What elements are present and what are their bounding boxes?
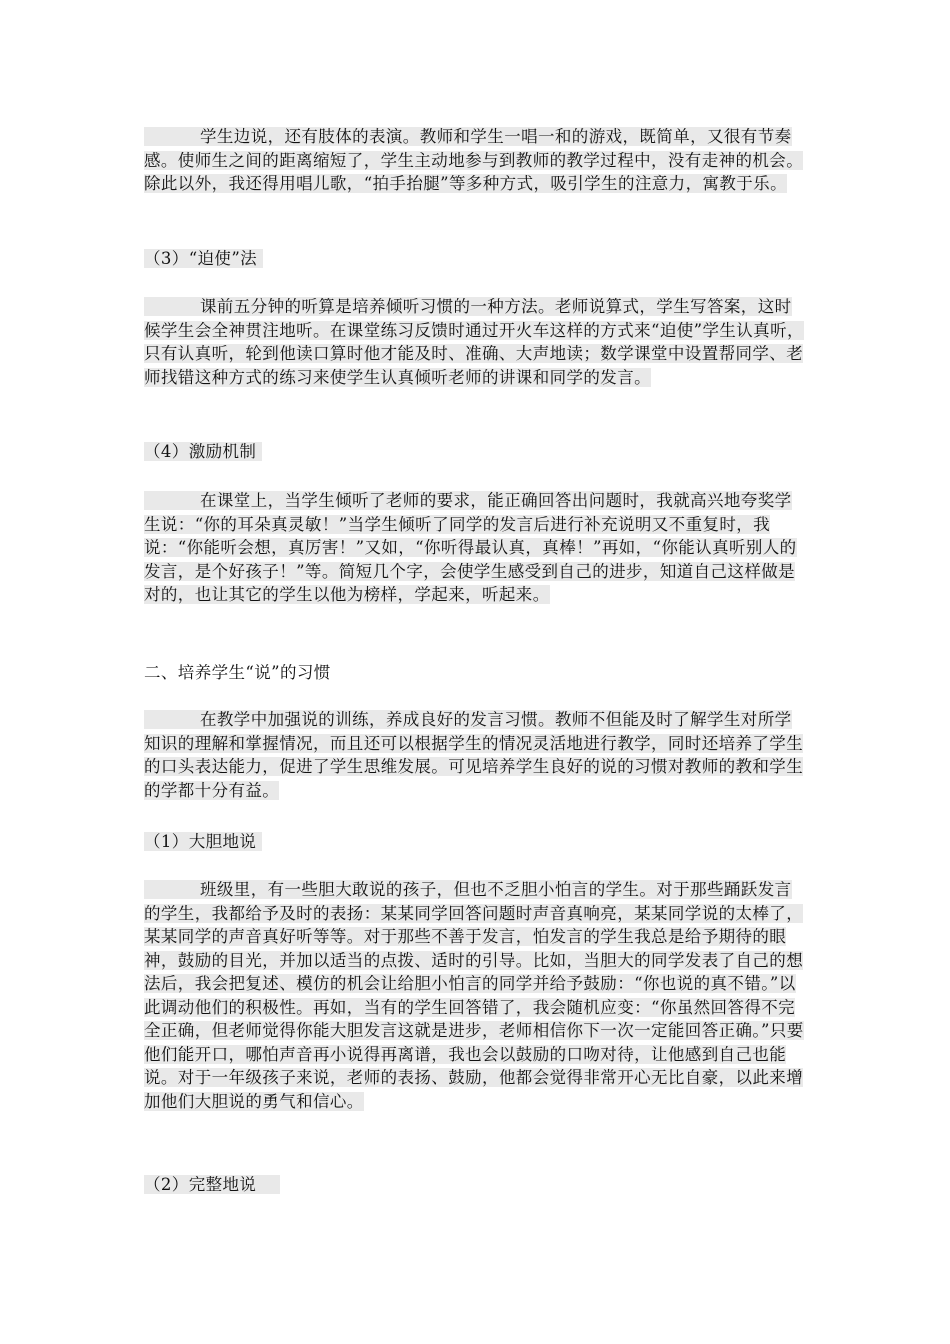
section-heading-incentive: （4）激励机制 bbox=[144, 440, 262, 464]
paragraph-body-movement bbox=[144, 125, 808, 196]
paragraph-text: 课前五分钟的听算是培养倾听习惯的一种方法。老师说算式，学生写答案，这时候学生会全神贯注地听。在课堂练习反馈时通过开火车这样的方式来“迫使”学生认真听，只有认真听，轮到他读口算时他才能及时、准确、大声地读；数学课堂中设置帮同学、老师找错这种方式的练习来使学生认真倾听老师的讲课和同学的发言。 bbox=[144, 297, 804, 387]
paragraph-text: 学生边说，还有肢体的表演。教师和学生一唱一和的游戏，既简单，又很有节奏感。使师生之间的距离缩短了，学生主动地参与到教师的教学过程中，没有走神的机会。除此以外，我还得用唱儿歌，“拍手抬腿”等多种方式，吸引学生的注意力，寓教于乐。 bbox=[144, 127, 804, 193]
section-heading-speak-boldly: （1）大胆地说 bbox=[144, 830, 262, 854]
paragraph-text: 在课堂上，当学生倾听了老师的要求，能正确回答出问题时，我就高兴地夸奖学生说：“你的耳朵真灵敏！”当学生倾听了同学的发言后进行补充说明又不重复时，我说：“你能听会想，真厉害！”又如，“你听得最认真，真棒！”再如，“你能认真听别人的发言，是个好孩子！”等。简短几个字，会使学生感受到自己的进步，知道自己这样做是对的，也让其它的学生以他为榜样，学起来，听起来。 bbox=[144, 491, 797, 604]
section-heading-forcing-method: （3）“迫使”法 bbox=[144, 247, 263, 271]
paragraph-bold-speaking bbox=[144, 878, 808, 1113]
paragraph-praise bbox=[144, 489, 808, 607]
section-heading-speak-completely: （2）完整地说 bbox=[144, 1173, 280, 1197]
paragraph-speaking-training bbox=[144, 708, 808, 802]
section-heading-speaking-habit: 二、培养学生“说”的习惯 bbox=[144, 663, 331, 682]
paragraph-text: 班级里，有一些胆大敢说的孩子，但也不乏胆小怕言的学生。对于那些踊跃发言的学生，我都给予及时的表扬：某某同学回答问题时声音真响亮，某某同学说的太棒了，某某同学的声音真好听等等。对于那些不善于发言，怕发言的学生我总是给予期待的眼神，鼓励的目光，并加以适当的点拨、适时的引导。比如，当胆大的同学发表了自己的想法后，我会把复述、模仿的机会让给胆小怕言的同学并给予鼓励：“你也说的真不错。”以此调动他们的积极性。再如，当有的学生回答错了，我会随机应变：“你虽然回答得不完全正确，但老师觉得你能大胆发言这就是进步，老师相信你下一次一定能回答正确。”只要他们能开口，哪怕声音再小说得再离谱，我也会以鼓励的口吻对待，让他感到自己也能说。对于一年级孩子来说，老师的表扬、鼓励，他都会觉得非常开心无比自豪，以此来增加他们大胆说的勇气和信心。 bbox=[144, 880, 804, 1111]
paragraph-text: 在教学中加强说的训练，养成良好的发言习惯。教师不但能及时了解学生对所学知识的理解和掌握情况，而且还可以根据学生的情况灵活地进行教学，同时还培养了学生的口头表达能力，促进了学生思维发展。可见培养学生良好的说的习惯对教师的教和学生的学都十分有益。 bbox=[144, 710, 804, 800]
paragraph-listening-arithmetic bbox=[144, 295, 808, 389]
